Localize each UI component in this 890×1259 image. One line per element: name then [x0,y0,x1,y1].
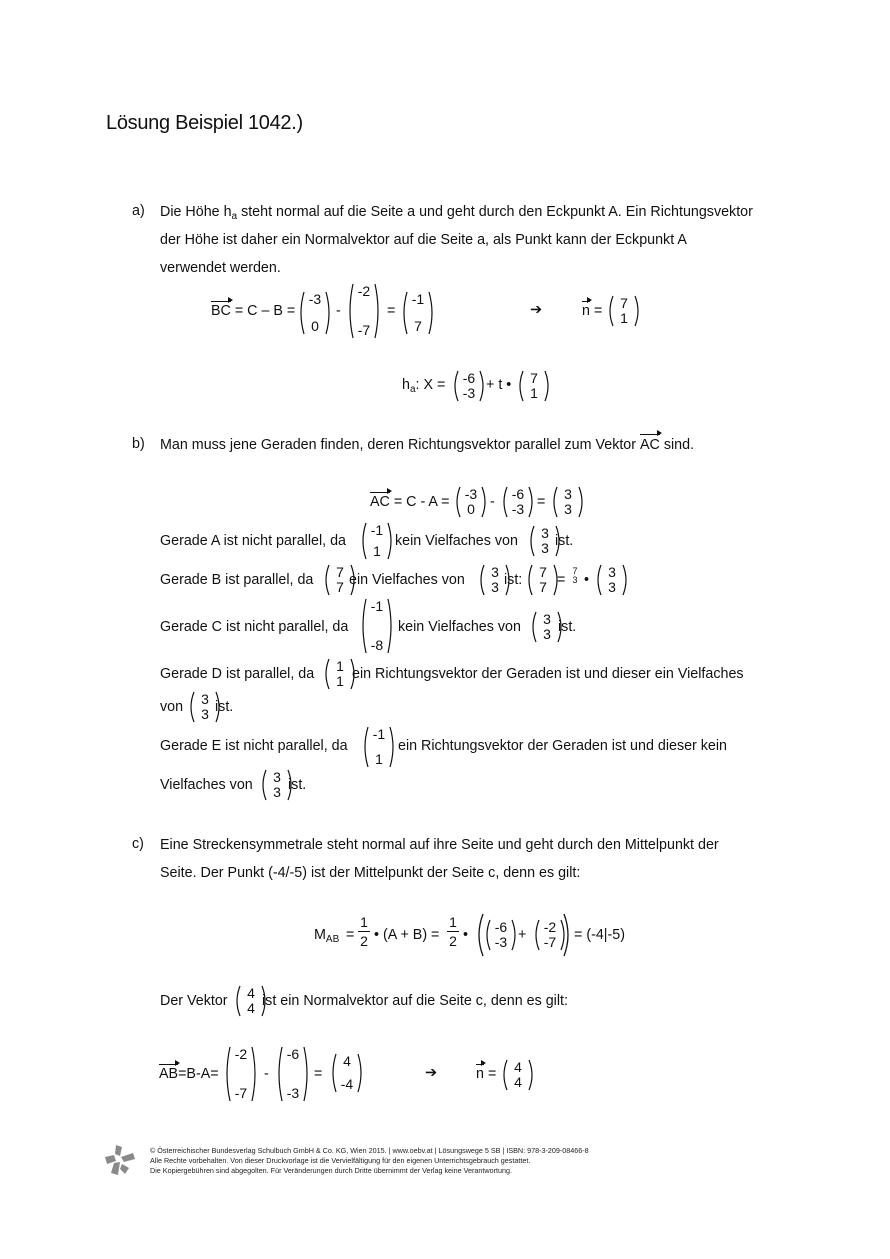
direction-vector [517,370,551,402]
text: ein Richtungsvektor der Geraden ist und dieser ein Vielfaches [352,666,744,682]
vector-component: 3 [273,784,281,800]
footer-copyright: © Österreichischer Bundesverlag Schulbuch GmbH & Co. KG, Wien 2015. | www.oebv.at | Lösungswege 5 SB | ISBN: 978-3-209-08466-8 Alle Rechte vorbehalten. Von dieser Druckvorlage ist die Vervielfältigung für den eigenen Unterrichtsgebrauch gestattet. Die Kopiergebühren sind abgegolten. Für Veränderungen durch Dritte übernimmt der Verlag keine Verantwortung. [150,1146,589,1175]
vector-ab [330,1053,364,1093]
big-paren-right [561,912,573,958]
vector-a [501,486,535,518]
vector-component: 0 [467,501,475,517]
vector-gerade-c [360,598,394,654]
vector-component: 4 [247,985,255,1001]
part-c-line1: Eine Streckensymmetrale steht normal auf ihre Seite und geht durch den Mittelpunkt der [160,837,719,853]
vector-component: 7 [414,318,422,334]
fraction-7-3: 7 3 [572,566,578,585]
text: ein Richtungsvektor der Geraden ist und dieser kein [398,738,728,754]
vector-a [452,370,486,402]
plus-t: + t • [486,377,512,393]
text: ist. [558,619,577,635]
fraction-half: 1 2 [447,914,459,949]
vector-component: -3 [462,385,476,401]
line-gerade-c: Gerade C ist nicht parallel, da [160,619,349,635]
text: ist: [504,572,523,588]
part-b-label: b) [132,436,145,452]
vector-gerade-a [360,522,394,560]
fraction-half: 1 2 [358,914,370,949]
vector-component: 3 [564,501,572,517]
text: Der Vektor [160,993,228,1009]
vector-bc-label: BC = C – B = [211,303,296,319]
vector-component: 3 [201,706,209,722]
text: ein Vielfaches von [349,572,465,588]
part-b-line1: Man muss jene Geraden finden, deren Richtungsvektor parallel zum Vektor AC sind. [160,437,695,453]
vector-component: 3 [564,486,572,502]
part-a-line1: Die Höhe $h_a$ steht normal auf die Seite a und geht durch den Eckpunkt A. Ein Richtungsvektor [160,204,753,222]
vector-component: 4 [247,1000,255,1016]
part-c-label: c) [132,836,144,852]
line-gerade-a: Gerade A ist nicht parallel, da [160,533,346,549]
equals-sign: = [387,303,396,319]
vector-component: 3 [608,579,616,595]
text: von [160,699,184,715]
vector-ab-label: AB=B-A= [159,1066,219,1082]
text: ist ein Normalvektor auf die Seite c, denn es gilt: [262,993,568,1009]
text: Vielfaches von [160,777,253,793]
part-a-line2: der Höhe ist daher ein Normalvektor auf die Seite a, als Punkt kann der Eckpunkt A [160,232,687,248]
vector-component: -1 [370,522,384,538]
vector-c [298,291,332,335]
page-title: Lösung Beispiel 1042.) [106,112,303,134]
minus-sign: - [264,1066,269,1082]
vector-component: -3 [464,486,478,502]
vector-component: -4 [340,1076,354,1092]
vector-component: 7 [539,579,547,595]
minus-sign: - [336,303,341,319]
vector-33 [595,564,629,596]
vector-n [501,1059,535,1091]
vector-component: -3 [286,1085,300,1101]
text: • [584,572,590,588]
text: = [557,572,566,588]
vector-component: -7 [357,322,371,338]
vector-component: -8 [370,637,384,653]
vector-gerade-b [526,564,560,596]
vector-component: -1 [372,726,386,742]
vector-gerade-e [362,726,396,768]
midpoint-result: = (-4|-5) [574,927,625,943]
vector-component: 1 [620,310,628,326]
vector-ac-label: AC = C - A = [370,494,450,510]
vector-component: 4 [514,1074,522,1090]
vector-component: -1 [370,598,384,614]
vector-component: 1 [530,385,538,401]
vector-component: 0 [311,318,319,334]
vector-component: -6 [494,919,508,935]
vector-b [347,283,381,339]
part-a-label: a) [132,203,145,219]
vector-component: 1 [336,673,344,689]
vector-component: 7 [620,295,628,311]
equals-sign: = [537,494,546,510]
vector-component: 1 [375,751,383,767]
equals-sign: = [346,927,355,943]
text: kein Vielfaches von [398,619,521,635]
vector-component: 3 [543,626,551,642]
height-equation-label: $h_a$: X = [402,377,446,395]
equals-sign: = [314,1066,323,1082]
vector-component: 1 [336,658,344,674]
vector-component: -2 [543,919,557,935]
part-a-line3: verwendet werden. [160,260,281,276]
minus-sign: - [490,494,495,510]
vector-c [454,486,488,518]
arrow-icon: ➔ [530,302,542,318]
vector-component: -6 [511,486,525,502]
publisher-logo-icon [104,1144,136,1176]
line-gerade-e: Gerade E ist nicht parallel, da [160,738,348,754]
vector-component: 3 [201,691,209,707]
vector-component: -2 [357,283,371,299]
midpoint-label: $M_{AB}$ [314,927,340,945]
vector-component: 3 [543,611,551,627]
vector-component: -7 [234,1085,248,1101]
vector-component: 7 [336,579,344,595]
vector-bc [401,291,435,335]
vector-component: 7 [539,564,547,580]
plus-sign: + [518,927,527,943]
line-gerade-b: Gerade B ist parallel, da [160,572,314,588]
text: ist. [555,533,574,549]
vector-component: 4 [343,1053,351,1069]
vector-component: -3 [494,934,508,950]
vector-component: 7 [336,564,344,580]
vector-component: -2 [234,1046,248,1062]
normal-vector-label: n = [582,303,603,319]
vector-a [484,919,518,951]
vector-component: 7 [530,370,538,386]
vector-component: 1 [373,543,381,559]
vector-component: 3 [541,525,549,541]
text: kein Vielfaches von [395,533,518,549]
vector-a [276,1046,310,1102]
text: • (A + B) = [374,927,440,943]
vector-component: -6 [286,1046,300,1062]
text: • [463,927,469,943]
vector-n [607,295,641,327]
text: ist. [215,699,234,715]
vector-component: -6 [462,370,476,386]
vector-component: -7 [543,934,557,950]
vector-ac [551,486,585,518]
vector-component: 3 [491,579,499,595]
vector-component: 3 [541,540,549,556]
normal-vector-label: n = [476,1066,497,1082]
vector-component: -3 [511,501,525,517]
line-gerade-d: Gerade D ist parallel, da [160,666,315,682]
arrow-icon: ➔ [425,1065,437,1081]
text: ist. [288,777,307,793]
vector-component: -1 [411,291,425,307]
vector-component: 4 [514,1059,522,1075]
vector-component: 3 [608,564,616,580]
vector-b [224,1046,258,1102]
vector-component: 3 [491,564,499,580]
vector-component: 3 [273,769,281,785]
part-c-line2: Seite. Der Punkt (-4/-5) ist der Mittelpunkt der Seite c, denn es gilt: [160,865,581,881]
vector-component: -3 [308,291,322,307]
